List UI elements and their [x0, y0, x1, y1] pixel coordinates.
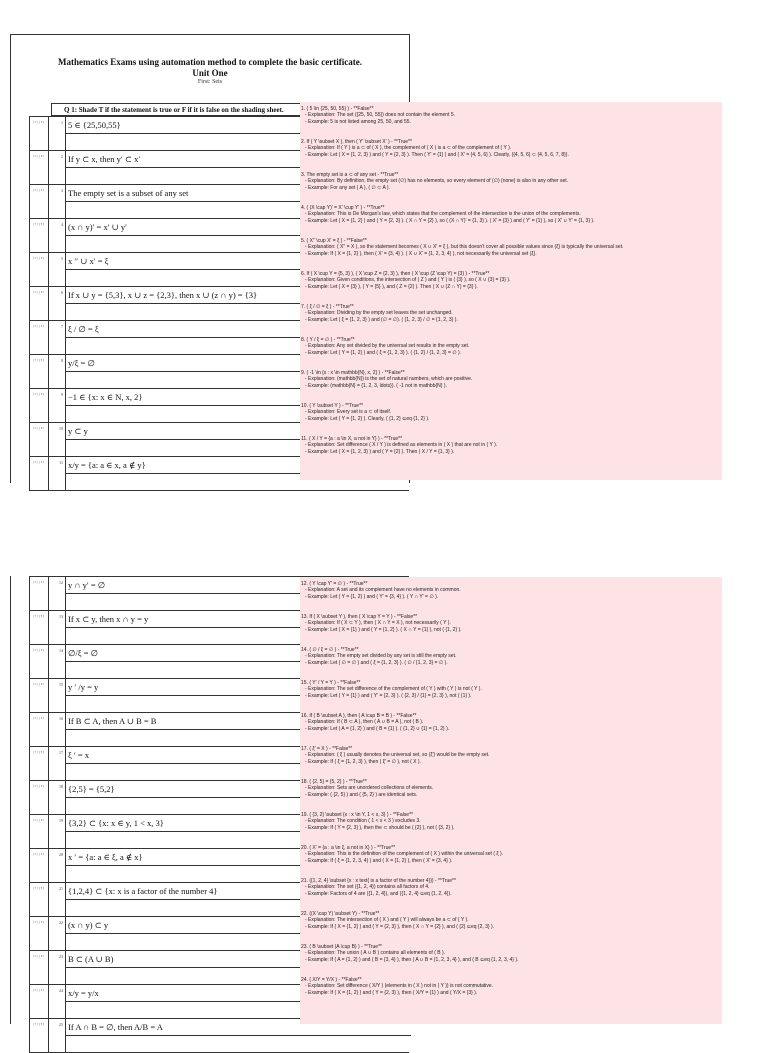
answer-heading: 9. ( -1 \in {x : x \in mathbb{N}, x, 2} ) - **False**: [301, 370, 405, 376]
answer-line: - Example: If ( X = {1, 2} ) and ( Y = {2, 3} ), then ( X/Y = {1} ) and ( Y/X = {3} ).: [305, 989, 478, 996]
answer-bubbles[interactable]: ( T ) ( F ): [29, 117, 49, 150]
answer-line: - Explanation: The intersection of ( X ) and ( Y ) will always be a ⊂ of ( Y ).: [305, 917, 469, 924]
answer-item: [300, 742, 722, 775]
answer-heading: 11. ( X / Y = {a : a \in X, a not in Y} ) - **True**: [301, 436, 403, 442]
answer-line: - Example: Factors of 4 are ({1, 2, 4}), and ({1, 2, 4} ⊆eq {1, 2, 4}).: [305, 890, 452, 897]
answer-bubbles[interactable]: ( T ) ( F ): [29, 951, 49, 984]
question-text: The empty set is a subset of any set: [66, 185, 411, 202]
answer-line: - Explanation: Set difference ( X/Y ) (elements in ( X ) not in ( Y )) is not commutative.: [305, 983, 494, 990]
question-text: If A ∩ B = ∅, then A/B = A: [66, 1019, 411, 1036]
question-text: y ⊂ y: [66, 423, 411, 440]
answer-line: - Example: If ( ξ = {1, 2, 3} ), then ( ξ' = ∅ ), not ( X ).: [305, 758, 421, 765]
answer-bubbles[interactable]: ( T ) ( F ): [29, 151, 49, 184]
answer-line: - Example: Let ( Y = {1, 2} ). Clearly, ( {1, 2} ⊆eq {1, 2} ).: [305, 415, 430, 422]
answer-panel: [300, 577, 722, 1024]
question-text: If y ⊂ x, then y′ ⊂ x′: [66, 151, 411, 168]
answer-heading: 24. ( X/Y = Y/X ) - **False**: [301, 977, 362, 983]
answer-item: [300, 399, 722, 432]
answer-bubbles[interactable]: ( T ) ( F ): [29, 253, 49, 286]
answer-line: - Example: If ( Y = {2, 3} ), then the ⊂ should be ( {2} ), not ( {3, 2} ).: [305, 824, 455, 831]
answer-bubbles[interactable]: ( T ) ( F ): [29, 747, 49, 780]
answer-line: - Example: 5 is not listed among 25, 50, and 55.: [305, 118, 411, 125]
answer-line: - Explanation: (mathbb{N}) is the set of natural numbers, which are positive.: [305, 376, 473, 383]
answer-heading: 6. If ( X \cup Y = {5, 3} ), ( X \cup Z = {2, 3} ), then ( X \cup (Z \cap Y) = {3} ) - **True**: [301, 271, 490, 277]
answer-item: [300, 333, 722, 366]
answer-line: - Example: For any set ( A ), ( ∅ ⊂ A ).: [305, 184, 390, 191]
answer-item: [300, 841, 722, 874]
answer-bubbles[interactable]: ( T ) ( F ): [29, 713, 49, 746]
answer-bubbles[interactable]: ( T ) ( F ): [29, 457, 49, 490]
question-number: 6: [49, 287, 66, 320]
answer-bubbles[interactable]: ( T ) ( F ): [29, 781, 49, 814]
answer-bubbles[interactable]: ( T ) ( F ): [29, 883, 49, 916]
answer-bubbles[interactable]: ( T ) ( F ): [29, 917, 49, 950]
answer-item: [300, 808, 722, 841]
question-number: 18: [49, 781, 66, 814]
answer-line: - Explanation: A set and its complement have no elements in common.: [305, 587, 461, 594]
answer-line: - Example: ( {2, 5} ) and ( {5, 2} ) are identical sets.: [305, 791, 418, 798]
answer-item: [300, 267, 722, 300]
answer-line: - Example: Let ( ∅ = ∅ ) and ( ξ = {1, 2, 3} ). ( ∅ / {1, 2, 3} = ∅ ).: [305, 659, 448, 666]
question-number: 13: [49, 611, 66, 644]
answer-heading: 2. If ( Y \subset X ), then ( Y' \subset X' ) - **True**: [301, 139, 412, 145]
answer-bubbles[interactable]: ( T ) ( F ): [29, 321, 49, 354]
question-number: 15: [49, 679, 66, 712]
question-number: 22: [49, 917, 66, 950]
answer-line: - Explanation: By definition, the empty set (∅) has no elements, so every element of (∅) (none) is also in any other set.: [305, 178, 569, 185]
question-text: {1,2,4} ⊂ {x: x is a factor of the number 4}: [66, 883, 411, 900]
answer-heading: 15. ( Y' / Y = Y ) - **False**: [301, 680, 361, 686]
answer-item: [300, 874, 722, 907]
question-number: 25: [49, 1019, 66, 1052]
answer-line: - Explanation: The condition ( 1 < x < 3 ) excludes 3.: [305, 818, 421, 825]
document-title: Mathematics Exams using automation method to complete the basic certificate.: [58, 57, 362, 67]
question-text: y ′ /y = y: [66, 679, 411, 696]
answer-heading: 18. ( {2, 5} = {5, 2} ) - **True**: [301, 779, 367, 785]
question-text: If x ⊂ y, then x ∩ y = y: [66, 611, 411, 628]
answer-heading: 14. ( ∅ / ξ = ∅ ) - **True**: [301, 647, 359, 653]
answer-line: - Explanation: The set ({25, 50, 55}) does not contain the element 5.: [305, 112, 456, 119]
question-text: y/ξ = ∅: [66, 355, 411, 372]
answer-item: [300, 366, 722, 399]
answer-line: - Explanation: Sets are unordered collections of elements.: [305, 785, 434, 792]
answer-line: - Explanation: The empty set divided by any set is still the empty set.: [305, 653, 457, 660]
answer-line: - Explanation: Any set divided by the universal set results in the empty set.: [305, 343, 470, 350]
question-text: x/y = y/x: [66, 985, 411, 1002]
answer-bubbles[interactable]: ( T ) ( F ): [29, 577, 49, 610]
question-text: ∅/ξ = ∅: [66, 645, 411, 662]
answer-line: - Example: (mathbb{N} = {1, 2, 3, ldots}). ( -1 not in mathbb{N} ).: [305, 382, 447, 389]
answer-heading: 16. If ( B \subset A ), then ( A \cup B = B ) - **False**: [301, 713, 417, 719]
answer-bubbles[interactable]: ( T ) ( F ): [29, 849, 49, 882]
answer-line: - Example: Let ( ξ = {1, 2, 3} ) and (∅ = ∅). ( {1, 2, 3} / ∅ = {1, 2, 3} ).: [305, 316, 458, 323]
answer-item: [300, 201, 722, 234]
answer-bubbles[interactable]: ( T ) ( F ): [29, 815, 49, 848]
answer-heading: 12. ( Y \cap Y' = ∅ ) - **True**: [301, 581, 368, 587]
answer-heading: 1. ( 5 \in {25, 50, 55} ) - **False**: [301, 106, 374, 112]
question-number: 24: [49, 985, 66, 1018]
answer-item: [300, 973, 722, 1006]
answer-line: - Example: Let ( X = {1, 2, 3} ) and ( Y = {2} ). Then ( X / Y = {1, 3} ).: [305, 448, 455, 455]
question-text: x ′ = {a: a ∈ ξ, a ∉ x}: [66, 849, 411, 866]
unit-title: Unit One: [192, 68, 228, 78]
answer-line: - Explanation: Set difference ( X / Y ) is defined as elements in ( X ) that are not in ( Y ).: [305, 442, 498, 449]
question-number: 11: [49, 457, 66, 490]
answer-line: - Example: Let ( X = {1, 2, 3} ) and ( Y = {2, 3} ). Then ( Y' = {1} ) and ( X' = {4, 5, 6} ). Clearly, ({4, 5, 6} ⊂ {4, 5, 6, 7, 8}).: [305, 151, 569, 158]
question-text: ξ ′ = x: [66, 747, 411, 764]
answer-line: - Explanation: This is De Morgan's law, which states that the complement of the intersection is the union of the complements.: [305, 211, 581, 218]
answer-heading: 23. ( B \subset (A \cup B) ) - **True**: [301, 944, 382, 950]
question-header: Q 1: Shade T if the statement is true or F if it is false on the shading sheet.: [51, 103, 409, 116]
question-number: 14: [49, 645, 66, 678]
question-text: x ′′ ∪ x′ = ξ: [66, 253, 411, 270]
answer-heading: 5. ( X'' \cup X' = ξ ) - **False**: [301, 238, 367, 244]
answer-item: [300, 234, 722, 267]
answer-line: - Example: If ( A = {1, 2} ) and ( B = {3, 4} ), then ( A ∪ B = {1, 2, 3, 4} ), and ( B ⊆eq {1, 2, 3, 4} ).: [305, 956, 519, 963]
question-text: 5 ∈ {25,50,55}: [66, 117, 411, 134]
answer-line: - Explanation: ( ξ ) usually denotes the universal set, so (ξ') would be the empty set.: [305, 752, 490, 759]
answer-line: - Example: Let ( Y = {1, 2} ) and ( ξ = {1, 2, 3} ). ( {1, 2} / {1, 2, 3} = ∅ ).: [305, 349, 462, 356]
answer-item: [300, 940, 722, 973]
answer-bubbles[interactable]: ( T ) ( F ): [29, 645, 49, 678]
question-number: 23: [49, 951, 66, 984]
answer-bubbles[interactable]: ( T ) ( F ): [29, 985, 49, 1018]
question-number: 12: [49, 577, 66, 610]
question-number: 3: [49, 185, 66, 218]
question-number: 7: [49, 321, 66, 354]
question-number: 9: [49, 389, 66, 422]
answer-item: [300, 610, 722, 643]
answer-line: - Example: If ( X = {1, 2} ) and ( Y = {2, 3} ), then ( X ∩ Y = {2} ), and ( {2} ⊆eq {2, 3} ).: [305, 923, 495, 930]
question-text: If x ∪ y = {5,3}, x ∪ z = {2,3}, then x ∪ (z ∩ y) = {3}: [66, 287, 411, 304]
answer-item: [300, 168, 722, 201]
answer-item: [300, 135, 722, 168]
answer-line: - Explanation: Every set is a ⊂ of itself.: [305, 409, 392, 416]
answer-line: - Example: Let ( Y = {1, 2} ) and ( Y' = {3, 4} ). ( Y ∩ Y' = ∅ ).: [305, 593, 439, 600]
answer-line: - Explanation: The set difference of the complement of ( Y ) with ( Y ) is not ( Y ).: [305, 686, 482, 693]
answer-line: - Explanation: Given conditions, the intersection of ( Z ) and ( Y ) is ( {3} ), so ( X ∪ {3} = {3} ).: [305, 277, 511, 284]
answer-item: [300, 676, 722, 709]
question-text: y ∩ y′ = ∅: [66, 577, 411, 594]
answer-line: - Explanation: The set ({1, 2, 4}) contains all factors of 4.: [305, 884, 430, 891]
document-header: [11, 35, 409, 101]
question-number: 1: [49, 117, 66, 150]
answer-panel: [300, 102, 722, 480]
answer-item: [300, 643, 722, 676]
question-text: If B ⊂ A, then A ∪ B = B: [66, 713, 411, 730]
answer-heading: 17. ( ξ' = X ) - **False**: [301, 746, 353, 752]
answer-line: - Explanation: If ( B ⊂ A ), then ( A ∪ B = A ), not ( B ).: [305, 719, 424, 726]
question-text: B ⊂ (A ∪ B): [66, 951, 411, 968]
answer-bubbles[interactable]: ( T ) ( F ): [29, 287, 49, 320]
answer-line: - Example: If ( ξ = {1, 2, 3, 4} ) and ( X = {1, 2} ), then ( X' = {3, 4} ).: [305, 857, 453, 864]
answer-bubbles[interactable]: ( T ) ( F ): [29, 355, 49, 388]
answer-heading: 10. ( Y \subset Y ) - **True**: [301, 403, 363, 409]
answer-item: [300, 432, 722, 465]
answer-bubbles[interactable]: ( T ) ( F ): [29, 611, 49, 644]
answer-line: - Explanation: If ( Y ) is a ⊂ of ( X ), the complement of ( X ) is a ⊂ of the complement of ( Y ).: [305, 145, 512, 152]
answer-item: [300, 709, 722, 742]
question-number: 10: [49, 423, 66, 456]
question-row: [29, 1019, 409, 1053]
answer-line: - Example: Let ( X = {1} ) and ( Y = {1, 2} ). ( X ∩ Y = {1} ), not ( {1, 2} ).: [305, 626, 462, 633]
answer-heading: 13. If ( X \subset Y ), then ( X \cap Y = Y ) - **False**: [301, 614, 418, 620]
answer-heading: 20. ( X' = {a : a \in ξ, a not in X} ) - **True**: [301, 845, 396, 851]
answer-item: [300, 102, 722, 135]
section-subtitle: First: Sets: [197, 79, 223, 85]
answer-heading: 21. ({1, 2, 4} \subset {x : x text{ is a factor of the number 4}}) - **True**: [301, 878, 456, 884]
question-text: (x ∩ y) ⊂ y: [66, 917, 411, 934]
question-number: 21: [49, 883, 66, 916]
question-number: 2: [49, 151, 66, 184]
question-number: 19: [49, 815, 66, 848]
answer-line: - Explanation: Dividing by the empty set leaves the set unchanged.: [305, 310, 453, 317]
answer-heading: 3. The empty set is a ⊂ of any set - **True**: [301, 172, 399, 178]
answer-heading: 4. ( (X \cap Y)' = X' \cup Y' ) - **True**: [301, 205, 385, 211]
answer-line: - Example: Let ( X = {1, 2} ) and ( Y = {2, 3} ). ( X ∩ Y = {2} ), so ( (X ∩ Y)' = {1, 3} ). ( X' = {3} ) and ( Y' = {1} ), so ( X' ∪ Y' = {1, 3} ).: [305, 217, 595, 224]
answer-item: [300, 300, 722, 333]
question-number: 16: [49, 713, 66, 746]
answer-bubbles[interactable]: ( T ) ( F ): [29, 389, 49, 422]
question-number: 20: [49, 849, 66, 882]
question-text: (x ∩ y)′ = x′ ∪ y′: [66, 219, 411, 236]
answer-line: - Example: Let ( Y = {1} ) and ( Y' = {2, 3} ). ( {2, 3} / {1} = {2, 3} ), not ( {1} ).: [305, 692, 472, 699]
answer-line: - Explanation: ( X'' = X ), so the statement becomes ( X ∪ X' = ξ ), but this doesn't cover all possible values since (ξ) is typically the universal set.: [305, 244, 624, 251]
answer-line: - Example: If ( X = {1, 2} ), then ( X' = {3, 4} ). ( X ∪ X' = {1, 2, 3, 4} ), not necessarily the universal set (ξ).: [305, 250, 537, 257]
answer-line: - Explanation: If ( X ⊂ Y ), then ( X ∩ Y = X ), not necessarily ( Y ).: [305, 620, 451, 627]
answer-bubbles[interactable]: ( T ) ( F ): [29, 423, 49, 456]
question-number: 17: [49, 747, 66, 780]
answer-heading: 8. ( Y / ξ = ∅ ) - **True**: [301, 337, 355, 343]
question-number: 5: [49, 253, 66, 286]
answer-bubbles[interactable]: ( T ) ( F ): [29, 679, 49, 712]
question-text: x/y = {a: a ∈ x, a ∉ y}: [66, 457, 411, 474]
question-number: 8: [49, 355, 66, 388]
answer-line: - Explanation: The union ( A ∪ B ) contains all elements of ( B ).: [305, 950, 446, 957]
question-text: {3,2} ⊂ {x: x ∈ y, 1 < x, 3}: [66, 815, 411, 832]
answer-line: - Explanation: This is the definition of the complement of ( X ) within the universal set ( ξ ).: [305, 851, 504, 858]
answer-item: [300, 577, 722, 610]
answer-line: - Example: Let ( X = {3} ), ( Y = {5} ), and ( Z = {2} ). Then ( X ∪ (Z ∩ Y) = {3} ).: [305, 283, 478, 290]
answer-bubbles[interactable]: ( T ) ( F ): [29, 185, 49, 218]
answer-heading: 19. ( {3, 2} \subset {x : x \in Y, 1 < x, 3} ) - **False**: [301, 812, 413, 818]
answer-heading: 7. ( ξ / ∅ = ξ ) - **True**: [301, 304, 354, 310]
answer-bubbles[interactable]: ( T ) ( F ): [29, 1019, 49, 1052]
question-text: −1 ∈ {x: x ∈ N, x, 2}: [66, 389, 411, 406]
question-number: 4: [49, 219, 66, 252]
answer-heading: 22. ((X \cap Y) \subset Y) - **True**: [301, 911, 380, 917]
question-text: ξ / ∅ = ξ: [66, 321, 411, 338]
answer-line: - Example: Let ( A = {1, 2} ) and ( B = {1} ). ( {1, 2} ∪ {1} = {1, 2} ).: [305, 725, 450, 732]
answer-item: [300, 775, 722, 808]
question-text: {2,5} = {5,2}: [66, 781, 411, 798]
answer-bubbles[interactable]: ( T ) ( F ): [29, 219, 49, 252]
answer-item: [300, 907, 722, 940]
